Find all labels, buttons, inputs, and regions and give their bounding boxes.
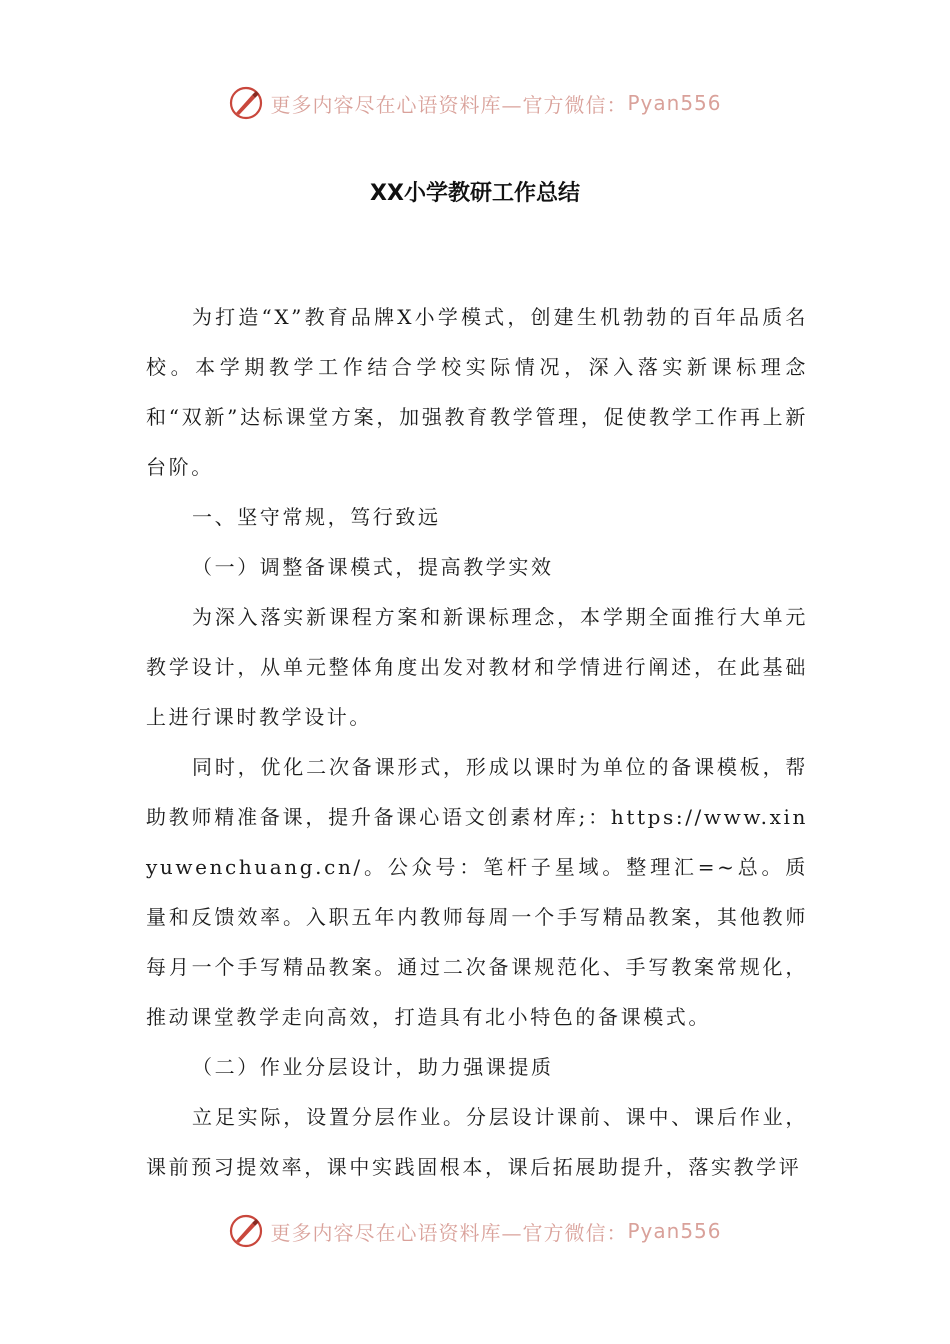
watermark-text: 更多内容尽在心语资料库—官方微信： — [270, 92, 628, 117]
watermark-header — [0, 83, 950, 123]
paragraph-homework: 立足实际，设置分层作业。分层设计课前、课中、课后作业，课前预习提效率，课中实践固根本，课后拓展助提升，落实教学评 — [146, 1105, 808, 1179]
watermark-text: 更多内容尽在心语资料库—官方微信： — [270, 1220, 628, 1245]
watermark-wechat: Pyan556 — [627, 1219, 722, 1243]
watermark-footer — [0, 1211, 950, 1251]
heading-section-1: 一、坚守常规，笃行致远 — [192, 505, 441, 529]
pen-logo-icon — [228, 1213, 264, 1249]
paragraph-lesson-design: 为深入落实新课程方案和新课标理念，本学期全面推行大单元教学设计，从单元整体角度出发对教材和学情进行阐述，在此基础上进行课时教学设计。 — [146, 605, 808, 729]
document-title: XX小学教研工作总结 — [370, 181, 580, 206]
heading-subsection-1: （一）调整备课模式，提高教学实效 — [192, 555, 554, 579]
pen-logo-icon — [228, 85, 264, 121]
heading-subsection-2: （二）作业分层设计，助力强课提质 — [192, 1055, 554, 1079]
document-body — [146, 292, 808, 1192]
watermark-wechat: Pyan556 — [627, 91, 722, 115]
paragraph-lesson-prep: 同时，优化二次备课形式，形成以课时为单位的备课模板，帮助教师精准备课，提升备课心语文创素材库;：https://www.xinyuwenchuang.cn/。公众号：笔杆子星域。整理汇=~总。质量和反馈效率。入职五年内教师每周一个手写精品教案，其他教师每月一个手写精品教案。通过二次备课规范化、手写教案常规化，推动课堂教学走向高效，打造具有北小特色的备课模式。 — [146, 755, 808, 1029]
paragraph-intro: 为打造“X”教育品牌X小学模式，创建生机勃勃的百年品质名校。本学期教学工作结合学校实际情况，深入落实新课标理念和“双新”达标课堂方案，加强教育教学管理，促使教学工作再上新台阶。 — [146, 305, 808, 479]
